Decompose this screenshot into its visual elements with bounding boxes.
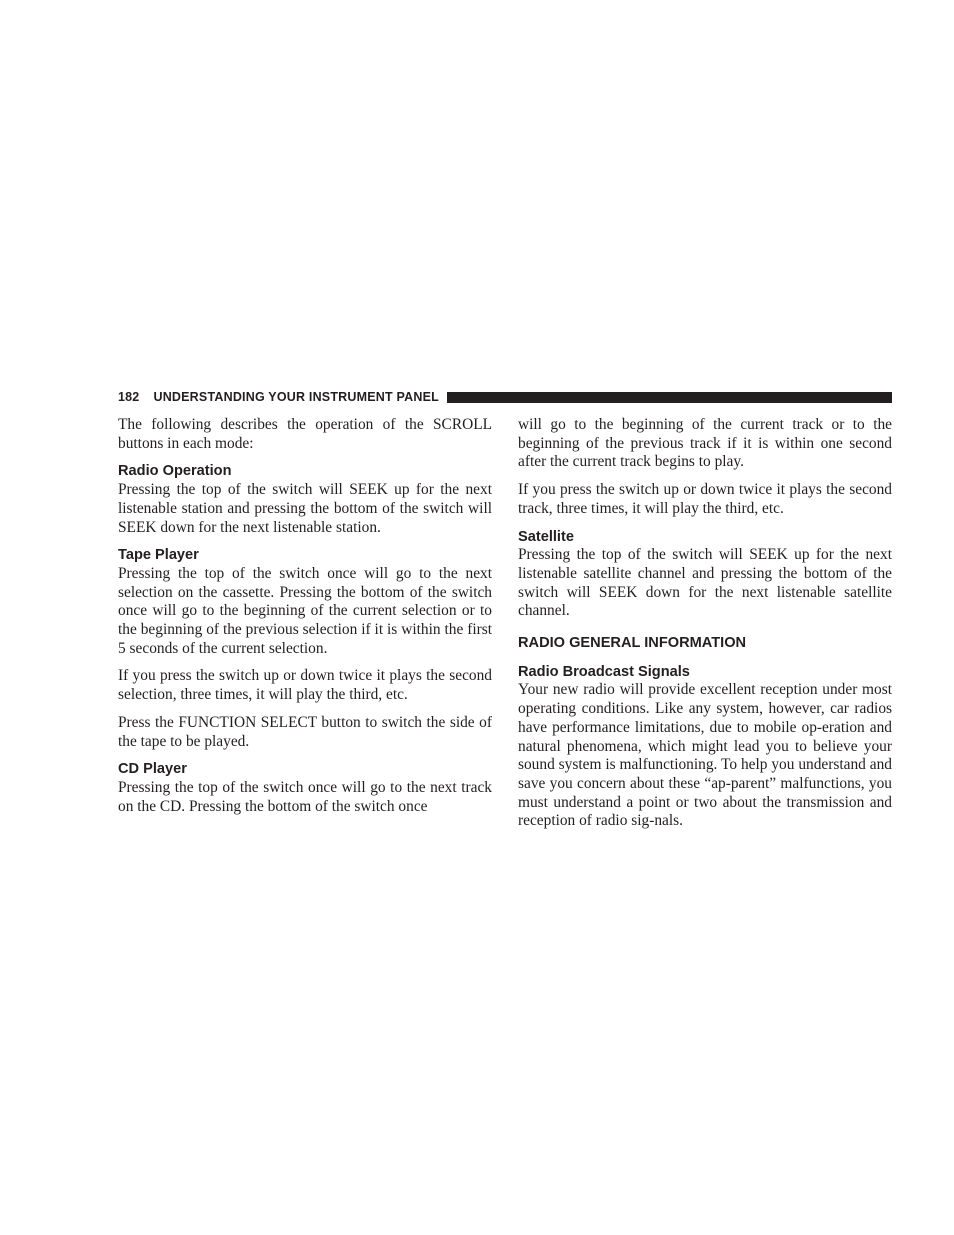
running-head: UNDERSTANDING YOUR INSTRUMENT PANEL [153, 390, 439, 404]
radio-general-information-heading: RADIO GENERAL INFORMATION [518, 635, 747, 652]
intro-paragraph: The following describes the operation of the SCROLL buttons in each mode: [118, 416, 492, 452]
satellite-paragraph: Pressing the top of the switch will SEEK up for the next listenable satellite channel and pressing the bottom of the switch will SEEK down for the next listenable satellite channel. [518, 546, 892, 620]
cd-player-twice-paragraph: If you press the switch up or down twice it plays the second track, three times, it will play the third, etc. [518, 481, 892, 517]
page-number: 182 [118, 390, 140, 404]
cd-player-paragraph: Pressing the top of the switch once will go to the next track on the CD. Pressing the bottom of the switch once [118, 778, 492, 815]
satellite-heading: Satellite [518, 528, 574, 545]
tape-player-heading: Tape Player [118, 547, 199, 564]
tape-player-paragraph-3: Press the FUNCTION SELECT button to switch the side of the tape to be played. [118, 713, 492, 750]
radio-broadcast-signals-heading: Radio Broadcast Signals [518, 663, 690, 680]
header-rule [447, 392, 892, 403]
radio-broadcast-signals-paragraph: Your new radio will provide excellent reception under most operating conditions. Like any system, however, car radios have performance limitations, due to mobile op-eration and natural phenomena, which might lead you to believe your sound system is malfunctioning. To help you understand and save you concern about these “ap-parent” malfunctions, you must understand a point or two about the transmission and reception of radio sig-nals. [518, 681, 892, 830]
tape-player-paragraph-1: Pressing the top of the switch once will go to the next selection on the cassette. Pressing the bottom of the switch once will go to the beginning of the current selection or to the beginning of the previous selection if it is within the first 5 seconds of the current selection. [118, 564, 492, 657]
cd-player-heading: CD Player [118, 761, 187, 778]
page-header [118, 389, 892, 405]
radio-operation-paragraph: Pressing the top of the switch will SEEK up for the next listenable station and pressing the bottom of the switch will SEEK down for the next listenable station. [118, 481, 492, 536]
radio-operation-heading: Radio Operation [118, 463, 232, 480]
tape-player-paragraph-2: If you press the switch up or down twice it plays the second selection, three times, it will play the third, etc. [118, 667, 492, 704]
left-column [118, 416, 492, 825]
cd-player-continued-paragraph: will go to the beginning of the current track or to the beginning of the previous track if it is within one second after the current track begins to play. [518, 416, 892, 471]
right-column [518, 416, 892, 840]
